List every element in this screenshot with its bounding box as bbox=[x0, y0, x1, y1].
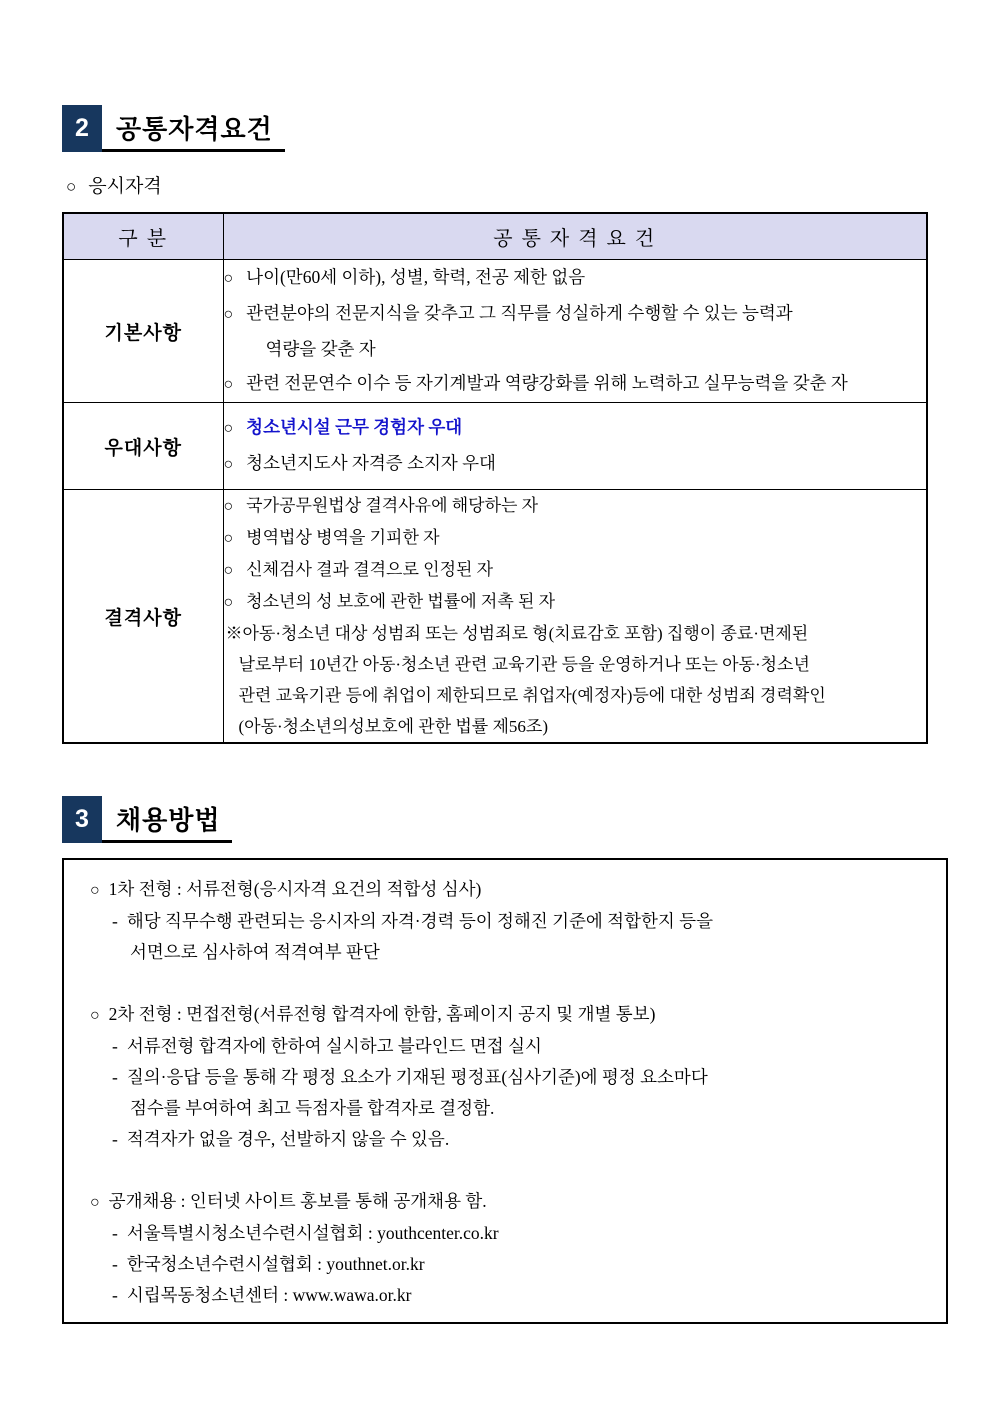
row-label-preferred: 우대사항 bbox=[63, 403, 223, 490]
list-item-continuation: 역량을 갖춘 자 bbox=[265, 339, 376, 359]
note-line-continuation: 날로부터 10년간 아동·청소년 관련 교육기관 등을 운영하거나 또는 아동·청소년 bbox=[238, 655, 810, 674]
list-item bbox=[224, 522, 927, 554]
circle-bullet-icon: ○ bbox=[223, 562, 234, 579]
method-group-open-recruitment bbox=[90, 1186, 946, 1311]
note-line: ※아동·청소년 대상 성범죄 또는 성범죄로 형(치료감호 포함) 집행이 종료·면제된 bbox=[225, 624, 809, 643]
circle-bullet-icon: ○ bbox=[223, 376, 234, 393]
website-text: 한국청소년수련시설협회 : youthnet.or.kr bbox=[126, 1254, 425, 1274]
method-head bbox=[90, 874, 946, 906]
website-text: 시립목동청소년센터 : www.wawa.or.kr bbox=[126, 1285, 412, 1305]
recruitment-method-box bbox=[62, 858, 948, 1324]
table-header-requirements: 공 통 자 격 요 건 bbox=[223, 213, 927, 260]
list-item-text: 관련분야의 전문지식을 갖추고 그 직무를 성실하게 수행할 수 있는 능력과 bbox=[246, 303, 793, 323]
method-sub-item bbox=[90, 906, 946, 937]
table-row-preferred bbox=[63, 403, 927, 490]
section3-number-badge: 3 bbox=[62, 796, 102, 843]
list-item-text: 병역법상 병역을 기피한 자 bbox=[246, 528, 440, 547]
method-sub-item-website bbox=[90, 1218, 946, 1249]
subtitle-text: 응시자격 bbox=[88, 176, 162, 197]
row-content-preferred bbox=[223, 403, 927, 490]
list-item-text: 신체검사 결과 결격으로 인정된 자 bbox=[246, 560, 494, 579]
section2-title: 공통자격요건 bbox=[102, 105, 285, 152]
table-row-disqualification bbox=[63, 490, 927, 744]
circle-bullet-icon: ○ bbox=[90, 1194, 100, 1211]
list-item-text: 청소년지도사 자격증 소지자 우대 bbox=[246, 453, 496, 473]
list-item bbox=[224, 586, 927, 618]
dash-bullet-icon: - bbox=[112, 1223, 118, 1243]
list-item bbox=[224, 366, 927, 402]
row-label-basic: 기본사항 bbox=[63, 260, 223, 403]
circle-bullet-icon: ○ bbox=[90, 882, 100, 899]
section2-header bbox=[62, 105, 285, 152]
method-sub-text: 질의·응답 등을 통해 각 평정 요소가 기재된 평정표(심사기준)에 평정 요소마다 bbox=[126, 1067, 708, 1087]
circle-bullet-icon: ○ bbox=[223, 498, 234, 515]
method-sub-text: 서류전형 합격자에 한하여 실시하고 블라인드 면접 실시 bbox=[126, 1036, 542, 1056]
circle-bullet-icon: ○ bbox=[223, 270, 234, 287]
table-header-row bbox=[63, 213, 927, 260]
method-head-text: 2차 전형 : 면접전형(서류전형 합격자에 한함, 홈페이지 공지 및 개별 통보) bbox=[108, 1004, 656, 1024]
dash-bullet-icon: - bbox=[112, 1067, 118, 1087]
method-group-first-round bbox=[90, 874, 946, 968]
circle-bullet-icon: ○ bbox=[66, 177, 77, 196]
method-sub-text: 적격자가 없을 경우, 선발하지 않을 수 있음. bbox=[126, 1129, 450, 1149]
list-item-text: 국가공무원법상 결격사유에 해당하는 자 bbox=[246, 496, 539, 515]
method-sub-text: 해당 직무수행 관련되는 응시자의 자격·경력 등이 정해진 기준에 적합한지 등을 bbox=[126, 911, 713, 931]
circle-bullet-icon: ○ bbox=[223, 594, 234, 611]
circle-bullet-icon: ○ bbox=[223, 420, 234, 437]
list-item bbox=[224, 260, 927, 296]
method-group-second-round bbox=[90, 999, 946, 1155]
dash-bullet-icon: - bbox=[112, 911, 118, 931]
dash-bullet-icon: - bbox=[112, 1254, 118, 1274]
section2-number-badge: 2 bbox=[62, 105, 102, 152]
circle-bullet-icon: ○ bbox=[90, 1007, 100, 1024]
method-head bbox=[90, 1186, 946, 1218]
circle-bullet-icon: ○ bbox=[223, 306, 234, 323]
list-item bbox=[224, 554, 927, 586]
circle-bullet-icon: ○ bbox=[223, 456, 234, 473]
list-item-highlighted bbox=[224, 410, 927, 446]
row-label-disqualification: 결격사항 bbox=[63, 490, 223, 744]
dash-bullet-icon: - bbox=[112, 1129, 118, 1149]
circle-bullet-icon: ○ bbox=[223, 530, 234, 547]
method-sub-item bbox=[90, 1062, 946, 1093]
method-sub-item bbox=[90, 1124, 946, 1155]
method-sub-continuation: 서면으로 심사하여 적격여부 판단 bbox=[130, 942, 380, 962]
list-item bbox=[224, 490, 927, 522]
qualification-table bbox=[62, 212, 928, 744]
section3-header bbox=[62, 796, 232, 843]
list-item-text: 청소년시설 근무 경험자 우대 bbox=[246, 417, 463, 437]
note-line-continuation: 관련 교육기관 등에 취업이 제한되므로 취업자(예정자)등에 대한 성범죄 경력확인 bbox=[238, 686, 826, 705]
list-item bbox=[224, 296, 927, 332]
row-content-basic bbox=[223, 260, 927, 403]
list-item bbox=[224, 446, 927, 482]
method-sub-item bbox=[90, 1031, 946, 1062]
list-item-text: 관련 전문연수 이수 등 자기계발과 역량강화를 위해 노력하고 실무능력을 갖춘 자 bbox=[246, 373, 848, 393]
list-item-text: 나이(만60세 이하), 성별, 학력, 전공 제한 없음 bbox=[246, 267, 586, 287]
table-header-category: 구 분 bbox=[63, 213, 223, 260]
row-content-disqualification bbox=[223, 490, 927, 744]
method-sub-item-website bbox=[90, 1280, 946, 1311]
method-sub-continuation: 점수를 부여하여 최고 득점자를 합격자로 결정함. bbox=[130, 1098, 495, 1118]
table-row-basic bbox=[63, 260, 927, 403]
method-head bbox=[90, 999, 946, 1031]
method-head-text: 공개채용 : 인터넷 사이트 홍보를 통해 공개채용 함. bbox=[108, 1191, 487, 1211]
method-sub-item-website bbox=[90, 1249, 946, 1280]
list-item-text: 청소년의 성 보호에 관한 법률에 저촉 된 자 bbox=[246, 592, 556, 611]
section3-title: 채용방법 bbox=[102, 796, 232, 843]
method-head-text: 1차 전형 : 서류전형(응시자격 요건의 적합성 심사) bbox=[108, 879, 482, 899]
dash-bullet-icon: - bbox=[112, 1036, 118, 1056]
dash-bullet-icon: - bbox=[112, 1285, 118, 1305]
application-eligibility-label bbox=[66, 171, 162, 198]
website-text: 서울특별시청소년수련시설협회 : youthcenter.co.kr bbox=[126, 1223, 499, 1243]
note-line-continuation: (아동·청소년의성보호에 관한 법률 제56조) bbox=[238, 717, 548, 736]
